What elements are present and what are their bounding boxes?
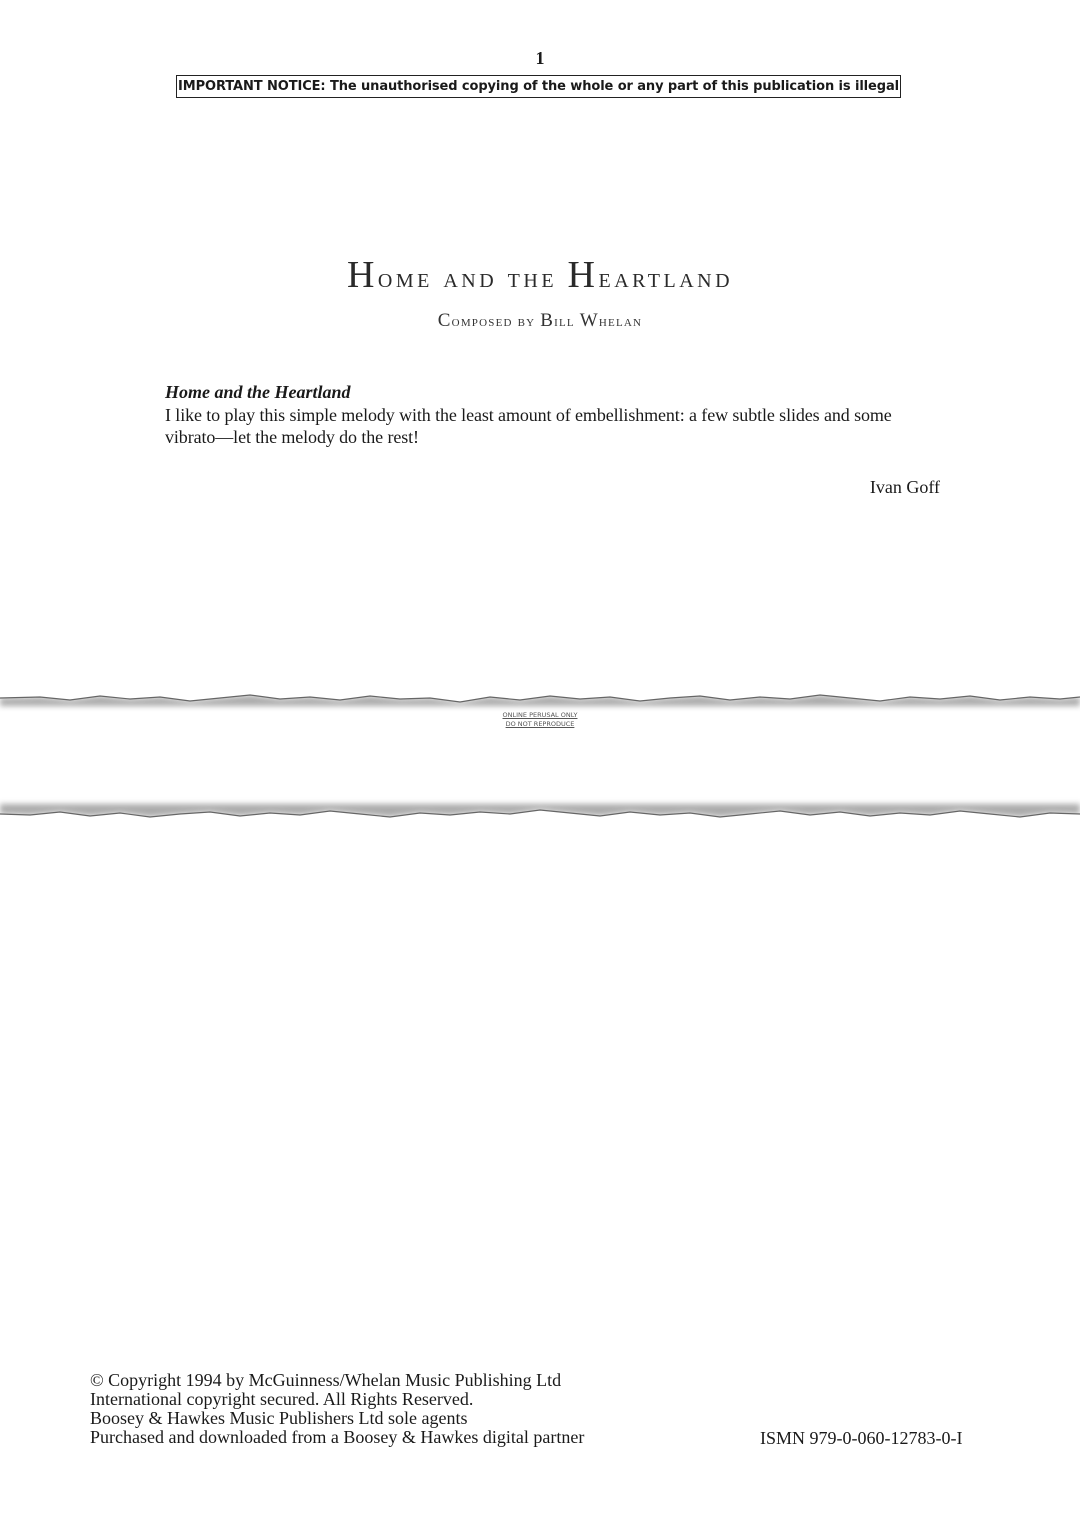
copyright-line: International copyright secured. All Rights Reserved. bbox=[90, 1389, 474, 1409]
note-signature: Ivan Goff bbox=[869, 477, 940, 497]
torn-edge-bottom bbox=[0, 790, 1080, 840]
copyright-footer bbox=[90, 1371, 584, 1447]
composer-credit: Composed by Bill Whelan bbox=[437, 310, 643, 331]
copyright-line: © Copyright 1994 by McGuinness/Whelan Music Publishing Ltd bbox=[90, 1370, 562, 1390]
copyright-line: Boosey & Hawkes Music Publishers Ltd sole agents bbox=[90, 1408, 468, 1428]
important-notice-box: IMPORTANT NOTICE: The unauthorised copying of the whole or any part of this publication is illegal bbox=[176, 75, 901, 98]
note-body: I like to play this simple melody with the least amount of embellishment: a few subtle slides and some vibrato—let the melody do the rest! bbox=[165, 405, 892, 447]
piece-title: Home and the Heartland bbox=[346, 254, 734, 296]
note-heading: Home and the Heartland bbox=[165, 382, 351, 402]
perusal-watermark: ONLINE PERUSAL ONLY DO NOT REPRODUCE bbox=[502, 711, 578, 728]
page-number: 1 bbox=[535, 48, 545, 68]
copyright-line: Purchased and downloaded from a Boosey & Hawkes digital partner bbox=[90, 1427, 585, 1447]
ismn-number: ISMN 979-0-060-12783-0-I bbox=[760, 1428, 963, 1448]
